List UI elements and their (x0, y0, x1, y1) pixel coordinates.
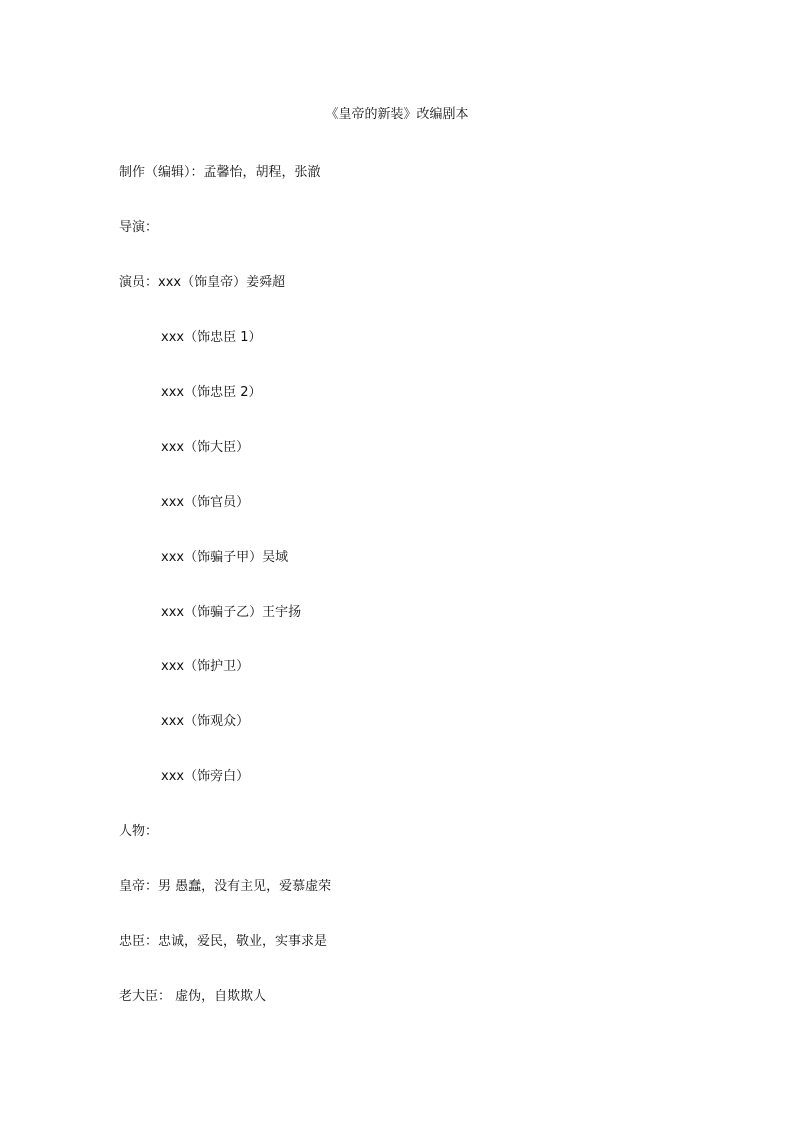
character-line: 皇帝：男 愚蠢，没有主见，爱慕虚荣 (119, 879, 332, 894)
character-line: 老大臣： 虚伪，自欺欺人 (119, 989, 267, 1004)
cast-line: xxx（饰护卫） (161, 659, 250, 674)
cast-line: xxx（饰旁白） (161, 769, 250, 784)
character-line: 忠臣：忠诚，爱民，敬业，实事求是 (119, 934, 328, 949)
cast-line: xxx（饰忠臣 1） (161, 330, 262, 345)
producer-line: 制作（编辑）：孟馨怡，胡程，张澈 (119, 165, 321, 180)
cast-line: xxx（饰观众） (161, 714, 250, 729)
cast-line: xxx（饰忠臣 2） (161, 385, 262, 400)
cast-line: 演员：xxx（饰皇帝）姜舜超 (119, 275, 286, 290)
cast-line: xxx（饰骗子乙）王宇扬 (161, 605, 302, 620)
document-title: 《皇帝的新装》改编剧本 (325, 107, 469, 122)
director-line: 导演： (119, 220, 159, 235)
cast-line: xxx（饰官员） (161, 495, 250, 510)
characters-heading: 人物： (119, 824, 159, 839)
cast-line: xxx（饰大臣） (161, 440, 250, 455)
cast-line: xxx（饰骗子甲）吴域 (161, 550, 289, 565)
